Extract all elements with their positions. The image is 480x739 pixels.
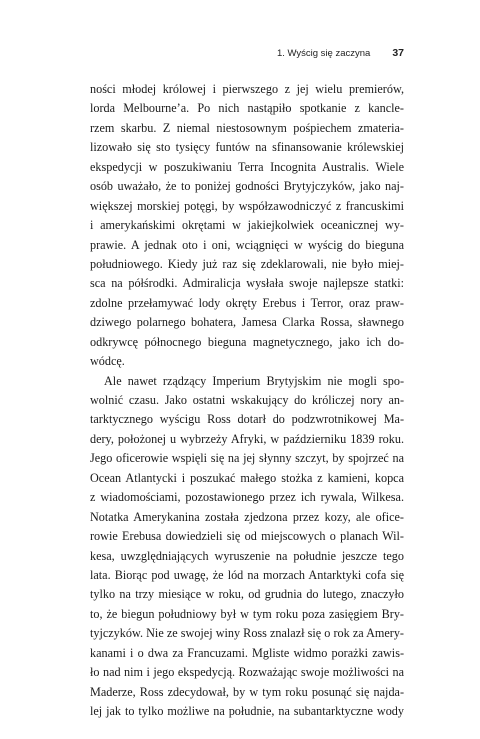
text-line: osób uważało, że to poniżej godności Brytyjczyków, jako naj- [90, 179, 404, 194]
text-line: rowie Erebusa dowiedzieli się od miejscowych o planach Wil- [90, 529, 404, 544]
paragraph-1 [90, 80, 404, 372]
text-line: lata. Biorąc pod uwagę, że lód na morzach Antarktyki cofa się [90, 567, 404, 582]
text-line: tyjczyków. Nie ze swojej winy Ross znalazł się o rok za Amery- [90, 626, 404, 641]
text-line: ło nad nim i jego ekspedycją. Rozważając swoje możliwości na [90, 665, 404, 680]
body-text [90, 80, 404, 721]
text-line: lej jak to tylko możliwe na południe, na subantarktyczne wody [90, 704, 404, 718]
text-line: wódcę. [90, 354, 125, 369]
text-line: tylko na trzy miesiące w roku, od grudnia do lutego, znaczyło [90, 587, 404, 602]
text-line: Ale nawet rządzący Imperium Brytyjskim nie mogli spo- [104, 373, 404, 388]
text-line: dery, położonej u wybrzeży Afryki, w październiku 1839 roku. [90, 431, 404, 446]
text-line: Jego oficerowie wspięli się na jej słynny szczyt, by spojrzeć na [90, 451, 404, 466]
text-line: i amerykańskimi okrętami w jakiejkolwiek oceanicznej wy- [90, 218, 404, 233]
text-line: z wiadomościami, pozostawionego przez ich rywala, Wilkesa. [90, 490, 404, 505]
text-line: sca na półśrodki. Admiralicja wysłała swoje najlepsze statki: [90, 276, 404, 291]
text-line: to, że biegun południowy był w tym roku poza zasięgiem Bry- [90, 606, 404, 621]
text-line: rzem skarbu. Z niemal niestosownym pośpiechem zmateria- [90, 120, 404, 135]
text-line: wolnić czasu. Jako ostatni wskakujący do króliczej nory an- [90, 393, 404, 407]
paragraph-2 [90, 372, 404, 722]
text-line: tarktycznego wyścigu Ross dotarł do podzwrotnikowej Ma- [90, 412, 404, 427]
text-line: odkrywcę północnego bieguna magnetycznego, jako ich do- [90, 334, 404, 349]
text-line: Ocean Atlantycki i poszukać małego stożka z kamieni, kopca [90, 470, 404, 485]
text-line: zdolne przełamywać lody okręty Erebus i Terror, oraz praw- [90, 295, 404, 310]
page-number: 37 [392, 47, 404, 59]
text-line: ności młodej królowej i pierwszego z jej wielu premierów, [90, 82, 404, 96]
text-line: prawie. A jednak oto i oni, wciągnięci w wyścig do bieguna [90, 237, 404, 252]
running-head [90, 47, 404, 59]
text-line: kanami i o dwa za Francuzami. Mgliste widmo porażki zawis- [90, 645, 404, 660]
chapter-title: 1. Wyścig się zaczyna [276, 48, 371, 59]
text-line: kesa, uwzględniających wyruszenie na południe jeszcze tego [90, 548, 404, 563]
text-line: lorda Melbourne’a. Po nich nastąpiło spotkanie z kancle- [90, 101, 404, 116]
text-line: Maderze, Ross zdecydował, by w tym roku posunąć się najda- [90, 684, 404, 699]
text-line: dziwego polarnego bohatera, Jamesa Clarka Rossa, sławnego [90, 315, 404, 330]
text-line: ekspedycji w poszukiwaniu Terra Incognita Australis. Wiele [90, 159, 404, 174]
text-line: większej morskiej potęgi, by współzawodniczyć z francuskimi [90, 198, 404, 213]
text-line: Notatka Amerykanina została zjedzona przez kozy, ale ofice- [90, 509, 404, 524]
text-line: południowego. Kiedy już raz się zdeklarowali, nie było miej- [90, 256, 404, 271]
text-line: lizowało się sto tysięcy funtów na sfinansowanie królewskiej [90, 140, 404, 155]
